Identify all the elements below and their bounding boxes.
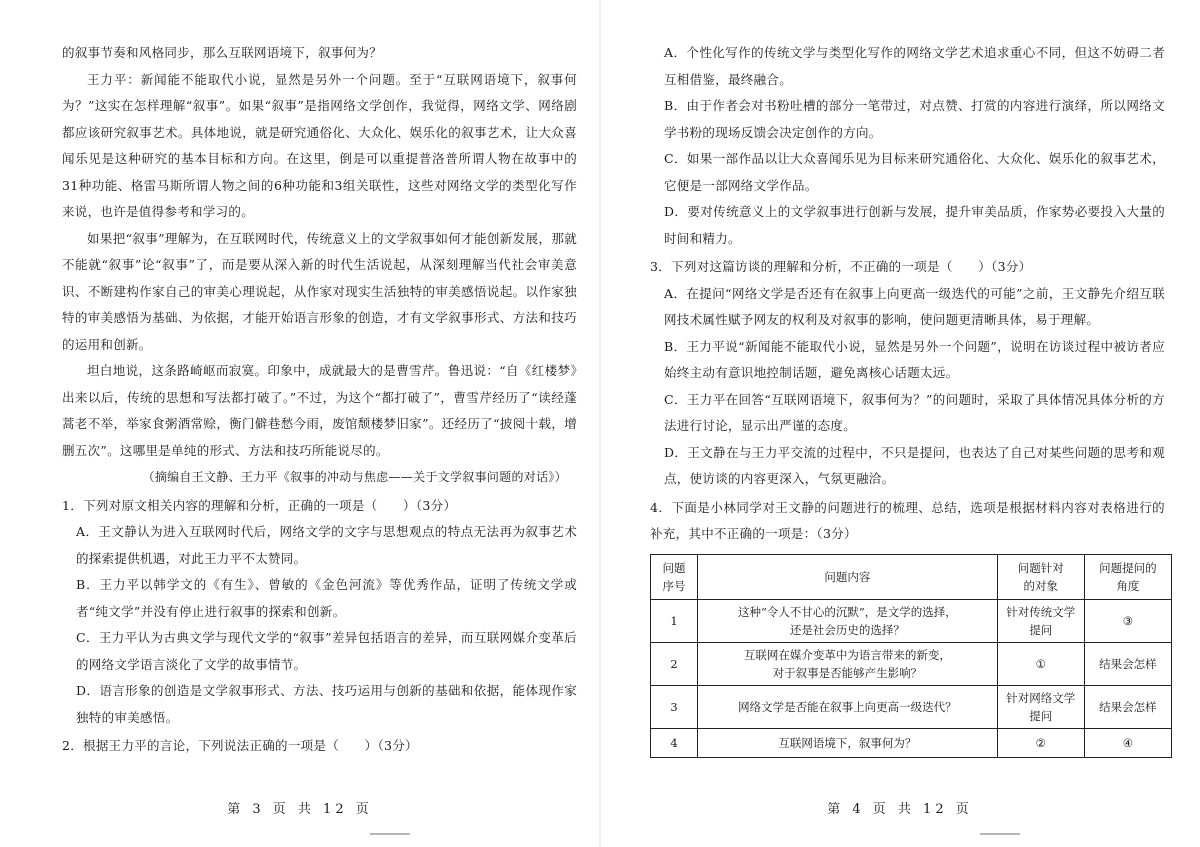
table-cell: 结果会怎样 [1084, 642, 1171, 685]
paragraph-1: 的叙事节奏和风格同步，那么互联网语境下，叙事何为？ [62, 45, 383, 60]
question-1-option-b: B．王力平以韩学文的《有生》、曾敏的《金色河流》等优秀作品，证明了传统文学或者“纯文学”并没有停止进行叙事的探索和创新。 [76, 577, 577, 619]
table-cell: ① [997, 642, 1084, 685]
table-cell: 针对网络文学 提问 [997, 685, 1084, 728]
table-cell: 网络文学是否能在叙事上向更高一级迭代？ [698, 685, 998, 728]
question-1-option-a: A．王文静认为进入互联网时代后，网络文学的文字与思想观点的特点无法再为叙事艺术的探索提供机遇，对此王力平不太赞同。 [76, 524, 577, 566]
table-cell: ④ [1084, 728, 1171, 757]
question-1-option-d: D．语言形象的创造是文学叙事形式、方法、技巧运用与创新的基础和依据，能体现作家独特的审美感悟。 [76, 683, 577, 725]
table-cell: 1 [651, 599, 698, 642]
source-citation: （摘编自王文静、王力平《叙事的冲动与焦虑——关于文学叙事问题的对话》） [142, 470, 567, 484]
table-row [651, 642, 1172, 685]
scan-mark [980, 833, 1020, 835]
question-1-option-c: C．王力平认为古典文学与现代文学的“叙事”差异包括语言的差异，而互联网媒介变革后的网络文学语言淡化了文学的故事情节。 [76, 630, 577, 672]
question-4-table [650, 554, 1172, 758]
question-4-stem: 4．下面是小林同学对王文静的问题进行的梳理、总结，选项是根据材料内容对表格进行的补充，其中不正确的一项是：（3分） [650, 499, 1165, 541]
table-row [651, 728, 1172, 757]
header-question-content: 问题内容 [698, 554, 998, 599]
table-row [651, 685, 1172, 728]
page-number-left: 第 3 页 共 12 页 [227, 802, 373, 817]
question-2-stem: 2．根据王力平的言论，下列说法正确的一项是（ ）（3分） [62, 738, 418, 753]
scan-mark [370, 833, 410, 835]
question-3-option-a: A．在提问“网络文学是否还有在叙事上向更高一级迭代的可能”之前，王文静先介绍互联网技术属性赋予网友的权利及对叙事的影响，使问题更清晰具体，易于理解。 [664, 285, 1165, 327]
question-2-option-a: A．个性化写作的传统文学与类型化写作的网络文学艺术追求重心不同，但这不妨碍二者互相借鉴，最终融合。 [664, 45, 1165, 87]
table-cell: 互联网在媒介变革中为语言带来的新变， 对于叙事是否能够产生影响？ [698, 642, 998, 685]
table-cell: 这种“令人不甘心的沉默”，是文学的选择， 还是社会历史的选择？ [698, 599, 998, 642]
question-3-option-b: B．王力平说“新闻能不能取代小说，显然是另外一个问题”，说明在访谈过程中被访者应始终主动有意识地控制话题，避免离核心话题太远。 [664, 338, 1165, 380]
paragraph-4: 坦白地说，这条路崎岖而寂寞。印象中，成就最大的是曹雪芹。鲁迅说：“自《红楼梦》出来以后，传统的思想和写法都打破了。”不过，为这个“都打破了”，曹雪芹经历了“读经蓬蒿老不举，举家食粥酒常赊，衡门僻巷愁今雨，废馆颓楼梦旧家”。还经历了“披阅十载，增删五次”。这哪里是单纯的形式、方法和技巧所能说尽的。 [62, 363, 577, 458]
table-cell: 结果会怎样 [1084, 685, 1171, 728]
question-2-option-c: C．如果一部作品以让大众喜闻乐见为目标来研究通俗化、大众化、娱乐化的叙事艺术，它便是一部网络文学作品。 [664, 151, 1165, 193]
question-3-stem: 3．下列对这篇访谈的理解和分析，不正确的一项是（ ）（3分） [650, 259, 1032, 274]
table-cell: ③ [1084, 599, 1171, 642]
question-3-option-c: C．王力平在回答“互联网语境下，叙事何为？”的问题时，采取了具体情况具体分析的方法进行讨论，显示出严谨的态度。 [664, 391, 1165, 433]
header-question-target: 问题针对 的对象 [997, 554, 1084, 599]
table-cell: 4 [651, 728, 698, 757]
question-2-option-d: D．要对传统意义上的文学叙事进行创新与发展，提升审美品质，作家势必要投入大量的时间和精力。 [664, 204, 1165, 246]
paragraph-2: 王力平：新闻能不能取代小说，显然是另外一个问题。至于“互联网语境下，叙事何为？”这实在怎样理解“叙事”。如果“叙事”是指网络文学创作，我觉得，网络文学、网络剧都应该研究叙事艺术。具体地说，就是研究通俗化、大众化、娱乐化的叙事艺术，让大众喜闻乐见是这种研究的基本目标和方向。在这里，倒是可以重提普洛普所谓人物在故事中的31种功能、格雷马斯所谓人物之间的6种功能和3组关联性，这些对网络文学的类型化写作来说，也许是值得参考和学习的。 [62, 71, 577, 219]
table-cell: 3 [651, 685, 698, 728]
question-3-option-d: D．王文静在与王力平交流的过程中，不只是提问，也表达了自己对某些问题的思考和观点，使访谈的内容更深入，气氛更融洽。 [664, 444, 1165, 486]
paragraph-3: 如果把“叙事”理解为，在互联网时代，传统意义上的文学叙事如何才能创新发展，那就不能就“叙事”论“叙事”了，而是要从深入新的时代生活说起，从深刻理解当代社会审美意识、不断建构作家自己的审美心理说起，从作家对现实生活独特的审美感悟说起。以作家独特的审美感悟为基础、为依据，才能开始语言形象的创造，才有文学叙事形式、方法和技巧的运用和创新。 [62, 230, 577, 352]
table-cell: 互联网语境下，叙事何为？ [698, 728, 998, 757]
table-cell: ② [997, 728, 1084, 757]
right-column [650, 40, 1165, 758]
right-page [600, 0, 1200, 847]
question-2-option-b: B．由于作者会对书粉吐槽的部分一笔带过，对点赞、打赏的内容进行演绎，所以网络文学书粉的现场反馈会决定创作的方向。 [664, 98, 1165, 140]
header-question-angle: 问题提问的 角度 [1084, 554, 1171, 599]
left-column [62, 40, 577, 760]
table-cell: 2 [651, 642, 698, 685]
table-cell: 针对传统文学 提问 [997, 599, 1084, 642]
question-1-stem: 1．下列对原文相关内容的理解和分析，正确的一项是（ ）（3分） [62, 497, 457, 513]
page-number-right: 第 4 页 共 12 页 [827, 802, 973, 817]
table-header-row [651, 554, 1172, 599]
table-row [651, 599, 1172, 642]
header-question-number: 问题 序号 [651, 554, 698, 599]
